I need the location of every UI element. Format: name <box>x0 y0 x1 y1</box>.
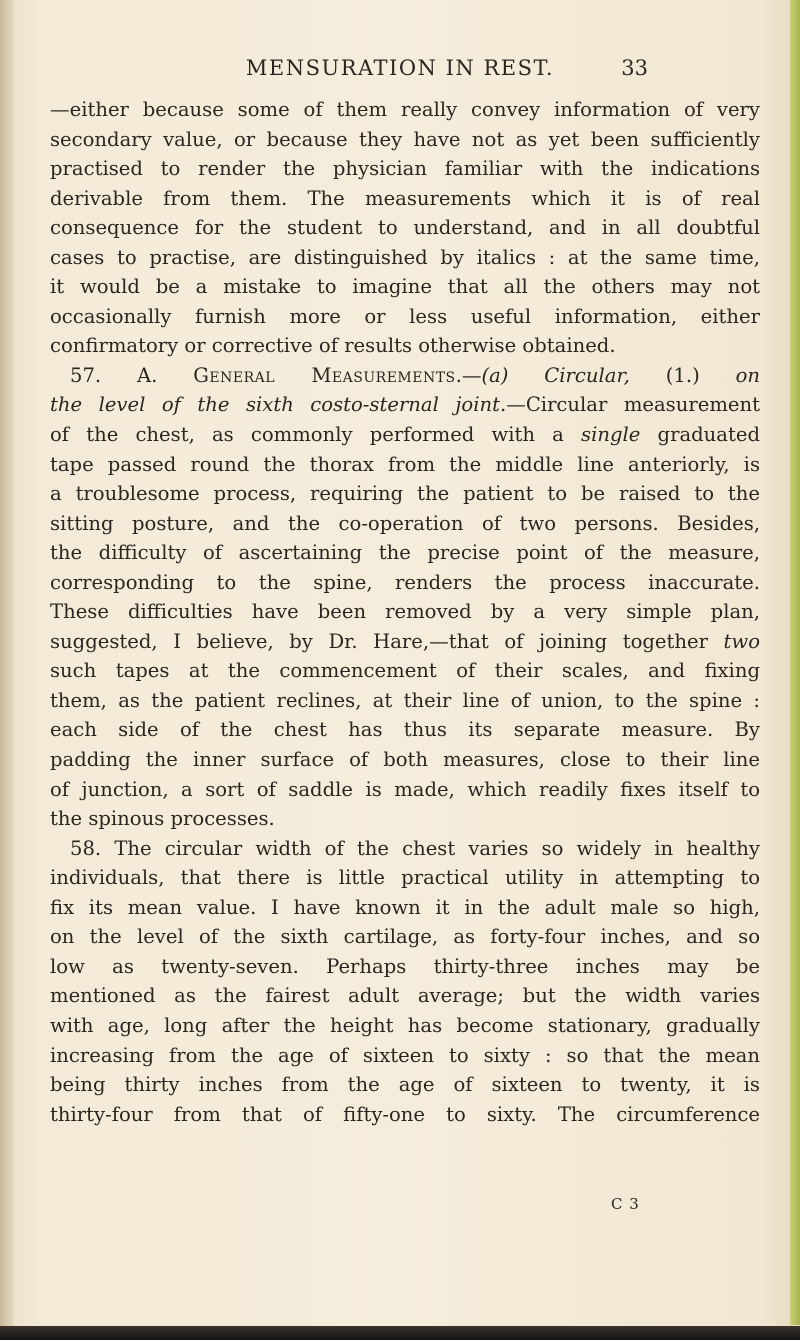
text-line: secondary value, or because they have not as yet been sufficiently <box>50 127 760 151</box>
text-line: —either because some of them really convey information of very <box>50 98 760 121</box>
text-line: of junction, a sort of saddle is made, which readily fixes itself to <box>50 777 760 801</box>
text-line: corresponding to the spine, renders the process inaccurate. <box>50 570 760 594</box>
italic-word: two <box>723 629 760 653</box>
text-line: it would be a mistake to imagine that all the others may not <box>50 275 760 299</box>
text-line: the difficulty of ascertaining the precise point of the measure, <box>50 541 760 565</box>
subsection-heading: (a) Circular, <box>481 363 630 387</box>
page-edge <box>790 0 800 1325</box>
page-number: 33 <box>621 56 648 80</box>
running-head <box>0 56 800 86</box>
text-line: them, as the patient reclines, at their line of union, to the spine : <box>50 688 760 712</box>
text-line: suggested, I believe, by Dr. Hare,—that of joining together two <box>50 629 760 653</box>
page-gutter <box>0 0 14 1340</box>
text-line: tape passed round the thorax from the middle line anteriorly, is <box>50 452 760 476</box>
text-line: occasionally furnish more or less useful information, either <box>50 304 760 328</box>
paragraph-58-start: 58. The circular width of the chest varies so widely in healthy <box>70 836 760 860</box>
scan-bottom-edge <box>0 1326 800 1340</box>
text-line: the level of the sixth costo-sternal joint.—Circular measurement <box>50 393 760 417</box>
text-line: of the chest, as commonly performed with a single graduated <box>50 423 760 447</box>
text-line: derivable from them. The measurements which it is of real <box>50 186 760 210</box>
body-text <box>50 95 760 1129</box>
text-line: the spinous processes. <box>50 807 275 831</box>
text-line: sitting posture, and the co-operation of two persons. Besides, <box>50 511 760 535</box>
text-line: a troublesome process, requiring the patient to be raised to the <box>50 482 760 506</box>
text-line: being thirty inches from the age of sixteen to twenty, it is <box>50 1073 760 1097</box>
italic-word: single <box>581 423 641 447</box>
text-line: each side of the chest has thus its separate measure. By <box>50 718 760 742</box>
text-line: confirmatory or corrective of results otherwise obtained. <box>50 334 616 358</box>
text-line: consequence for the student to understand, and in all doubtful <box>50 216 760 240</box>
text-line: such tapes at the commencement of their scales, and fixing <box>50 659 760 683</box>
text-line: low as twenty-seven. Perhaps thirty-three inches may be <box>50 954 760 978</box>
text-line: on the level of the sixth cartilage, as forty-four inches, and so <box>50 925 760 949</box>
text-line: These difficulties have been removed by a very simple plan, <box>50 600 760 624</box>
italic-measurement: the level of the sixth costo-sternal joint. <box>50 393 507 417</box>
text-line: cases to practise, are distinguished by italics : at the same time, <box>50 245 760 269</box>
text-line: fix its mean value. I have known it in the adult male so high, <box>50 895 760 919</box>
text-line: thirty-four from that of fifty-one to sixty. The circumference <box>50 1102 760 1126</box>
section-heading: General Measurements <box>193 363 456 387</box>
text-line: individuals, that there is little practical utility in attempting to <box>50 866 760 890</box>
text-line: mentioned as the fairest adult average; but the width varies <box>50 984 760 1008</box>
paragraph-57-start: 57. A. General Measurements.—(a) Circular, (1.) on <box>70 363 760 387</box>
signature-mark: C 3 <box>611 1195 640 1213</box>
text-line: increasing from the age of sixteen to sixty : so that the mean <box>50 1043 760 1067</box>
text-line: padding the inner surface of both measures, close to their line <box>50 748 760 772</box>
running-title: MENSURATION IN REST. <box>245 56 555 80</box>
text-line: with age, long after the height has become stationary, gradually <box>50 1013 760 1037</box>
text-line: practised to render the physician familiar with the indications <box>50 157 760 181</box>
